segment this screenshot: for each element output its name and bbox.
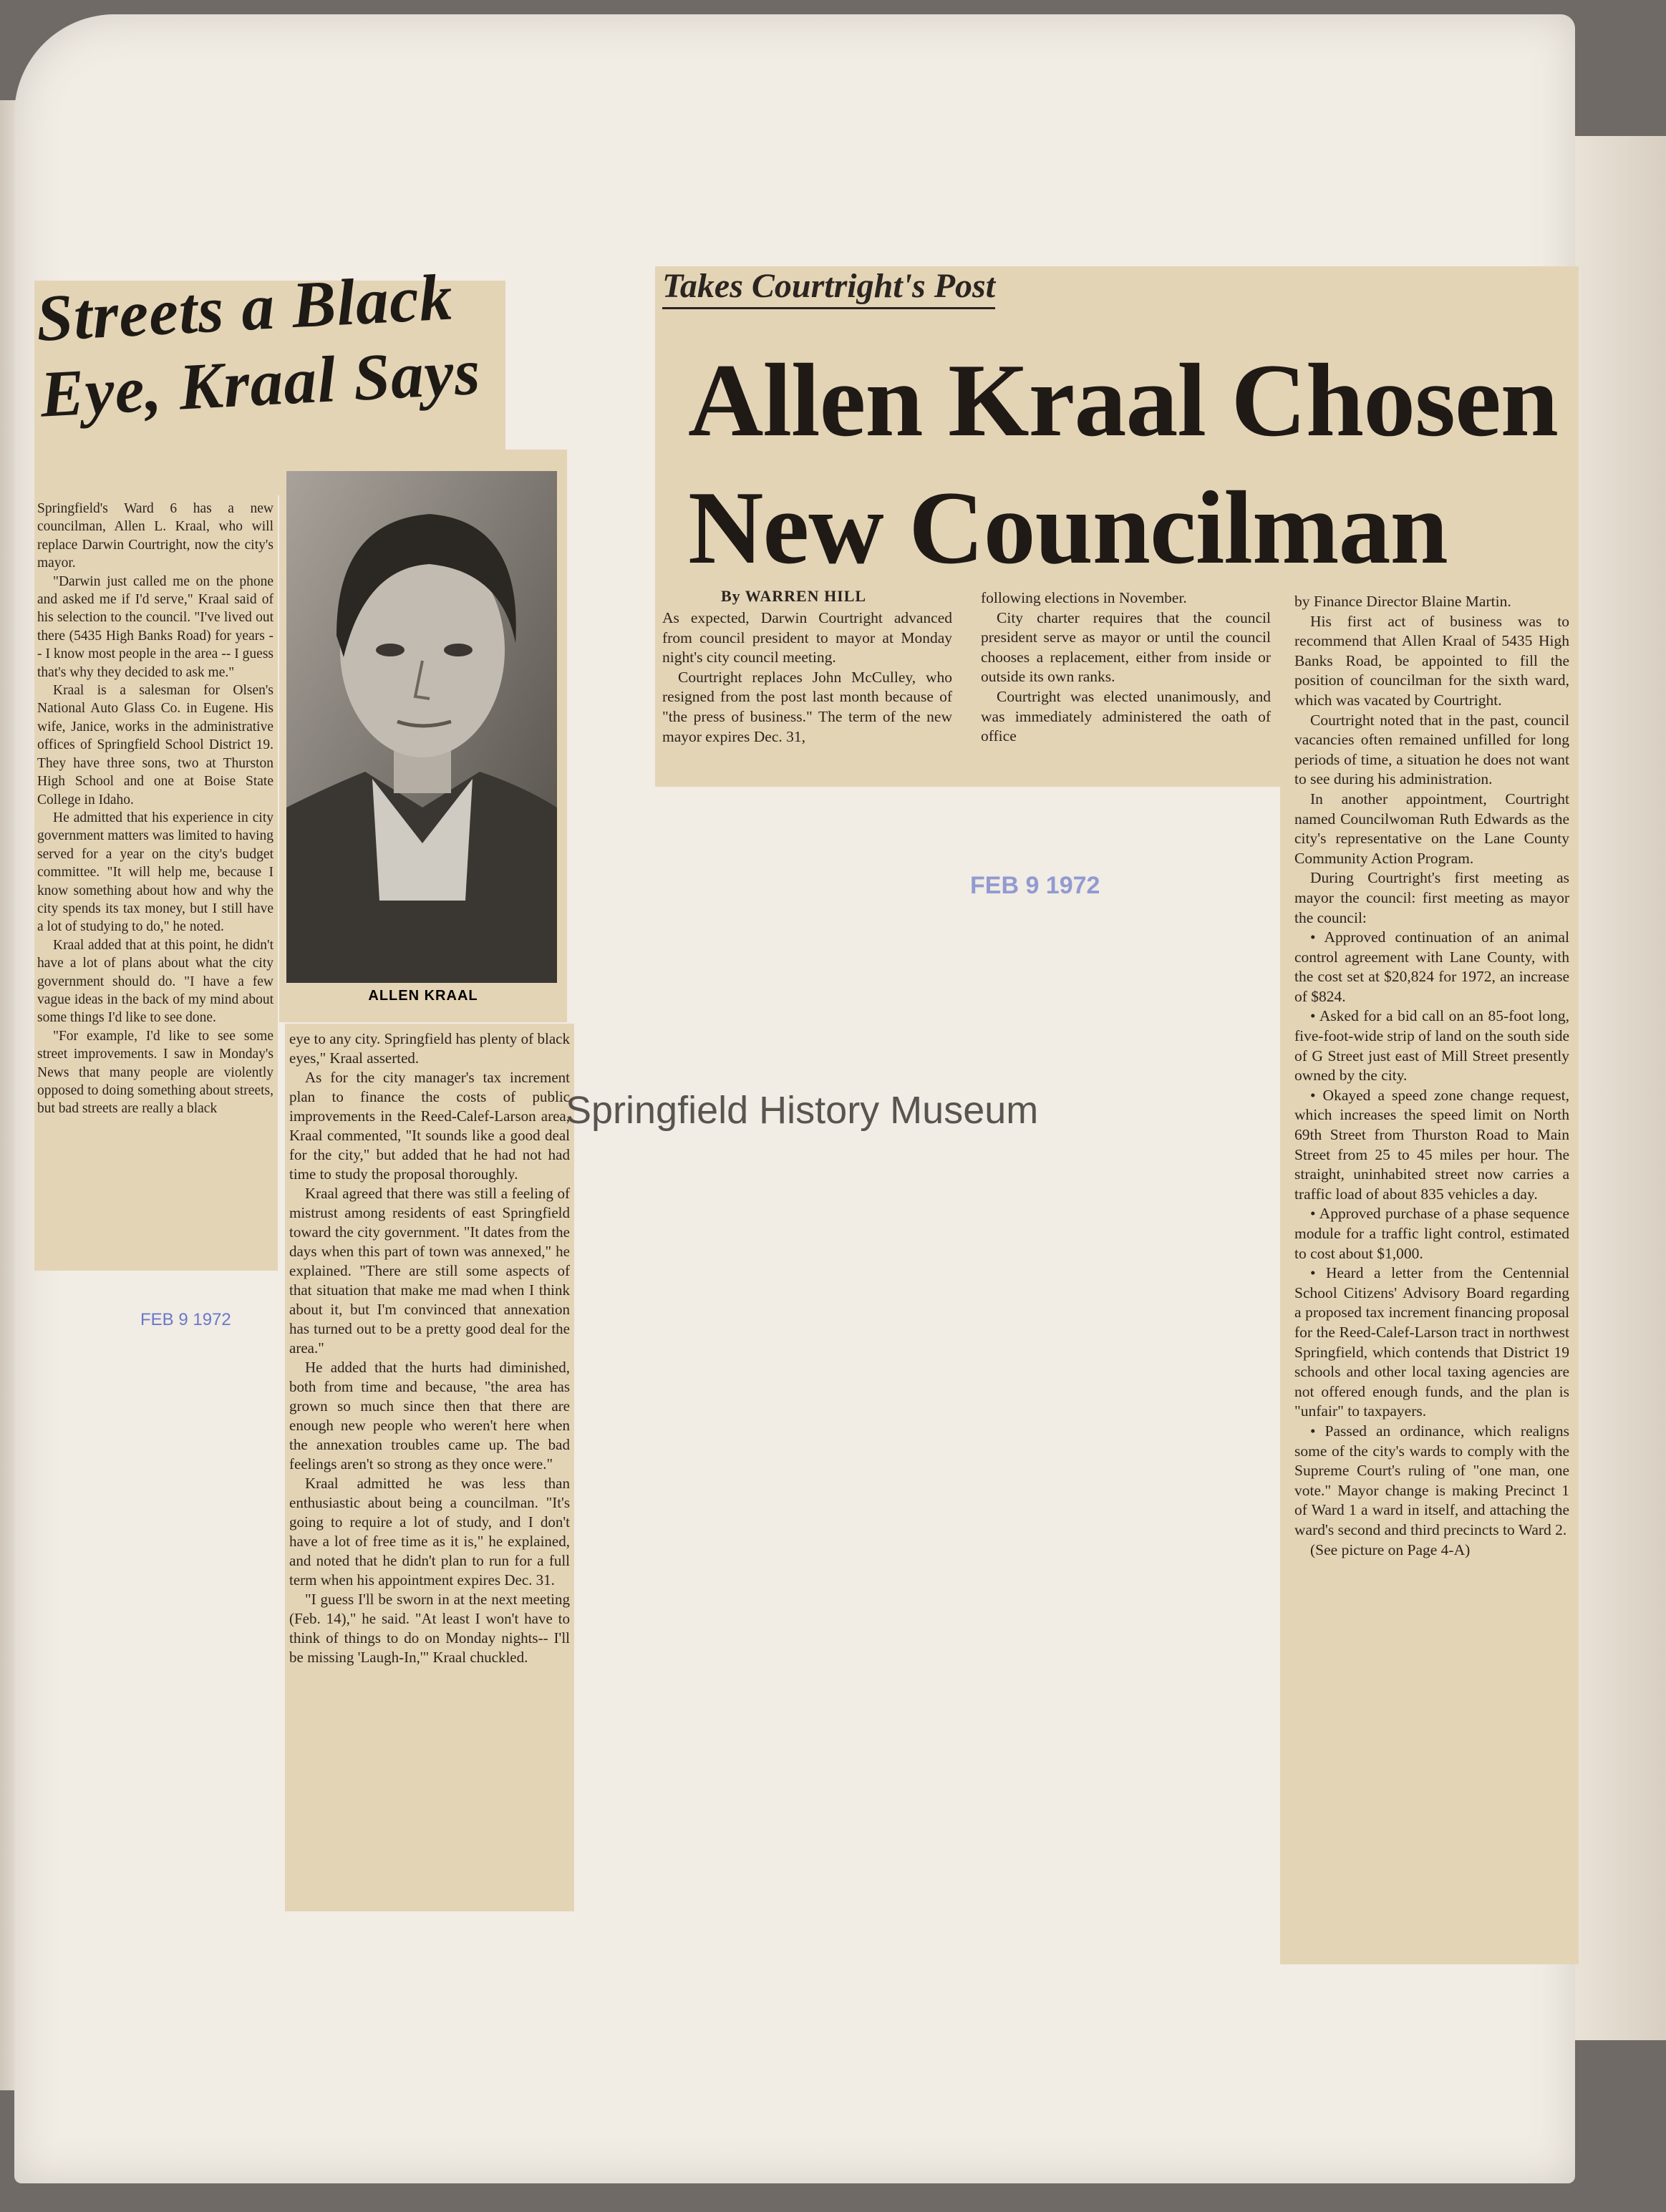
paragraph: by Finance Director Blaine Martin.	[1294, 593, 1511, 610]
paragraph: Kraal is a salesman for Olsen's National Auto Glass Co. in Eugene. His wife, Janice, works in the administrative offices of Springfield School District 19. They have three sons, two at Thurston High School and one at Boise State College in Idaho.	[37, 683, 273, 807]
right-article-text-3	[1294, 592, 1569, 1560]
left-article-column-2	[285, 1024, 574, 1911]
paragraph: "I guess I'll be sworn in at the next meeting (Feb. 14)," he said. "At least I won't have to think of things to do on Monday nights-- I'll be missing 'Laugh-In,'" Kraal chuckled.	[289, 1591, 570, 1666]
paragraph: "For example, I'd like to see some street improvements. I saw in Monday's News that many people are violently opposed to doing something about streets, but bad streets are really a black	[37, 1028, 273, 1117]
portrait-illustration	[286, 471, 557, 983]
paragraph: • Okayed a speed zone change request, which increases the speed limit on North 69th Street from Thurston Road to Main Street from 25 to 45 miles per hour. The straight, uninhabited street now carries a traffic load of about 835 vehicles a day.	[1294, 1086, 1569, 1203]
paragraph: (See picture on Page 4-A)	[1310, 1541, 1471, 1558]
paragraph: Kraal admitted he was less than enthusiastic about being a councilman. "It's going to require a lot of study, and I don't have a lot of free time as it is," he explained, and noted that he didn't plan to run for a full term when his appointment expires Dec. 31.	[289, 1475, 570, 1588]
left-headline: Streets a Black Eye, Kraal Says	[34, 260, 483, 431]
portrait-photo	[286, 471, 557, 983]
left-article-text-1	[37, 500, 273, 1118]
paragraph: Kraal agreed that there was still a feeling of mistrust among residents of east Springfield toward the city government. "It dates from the days when this part of town was annexed," he explained. "There are still some aspects of that situation that make me mad when I think about it, but I'm convinced that annexation has turned out to be a pretty good deal for the area."	[289, 1185, 570, 1357]
headline-line-2: New Councilman	[688, 470, 1448, 586]
right-headline	[688, 336, 1558, 591]
paragraph: Kraal added that at this point, he didn't have a lot of plans about what the city government should do. "I have a few vague ideas in the back of my mind about some things I'd like to see done.	[37, 937, 273, 1026]
paragraph: He admitted that his experience in city government matters was limited to having served for a year on the city's budget committee. "It will help me, because I know something about how and why the city spends its tax money, but I still have a lot of studying to do," he noted.	[37, 810, 273, 935]
paragraph: In another appointment, Courtright named Councilwoman Ruth Edwards as the city's representative on the Lane County Community Action Program.	[1294, 790, 1569, 867]
paragraph: • Asked for a bid call on an 85-foot long, five-foot-wide strip of land on the south side of G Street just east of Mill Street presently owned by the city.	[1294, 1007, 1569, 1085]
paragraph: eye to any city. Springfield has plenty of black eyes," Kraal asserted.	[289, 1030, 570, 1067]
paragraph: His first act of business was to recommend that Allen Kraal of 5435 High Banks Road, be appointed to fill the position of councilman for the sixth ward, which was vacated by Courtright.	[1294, 612, 1569, 709]
paragraph: Courtright noted that in the past, council vacancies often remained unfilled for long periods of time, a situation he does not want to see during his administration.	[1294, 711, 1569, 788]
paragraph: He added that the hurts had diminished, both from time and because, "the area has grown so much since then that there are enough new people who weren't here when the annexation troubles came up. The bad feelings aren't so strong as they once were."	[289, 1359, 570, 1473]
date-stamp-right: FEB 9 1972	[970, 872, 1100, 899]
paragraph: Courtright replaces John McCulley, who resigned from the post last month because of "the press of business." The term of the new mayor expires Dec. 31,	[662, 668, 952, 745]
paragraph: As for the city manager's tax increment plan to finance the costs of public improvements in the Reed-Calef-Larson area, Kraal commented, "It sounds like a good deal for the city," but added that he had not had time to study the proposal thoroughly.	[289, 1069, 570, 1183]
photo-clipping	[279, 450, 567, 1022]
right-article-text-2	[981, 588, 1271, 747]
right-article-text-1	[662, 608, 952, 747]
paragraph: • Heard a letter from the Centennial School Citizens' Advisory Board regarding a proposed tax increment financing proposal for the Reed-Calef-Larson tract in northwest Springfield, which contends that District 19 schools and other local taxing agencies are not offered enough funds, and the plan is "unfair" to taxpayers.	[1294, 1264, 1569, 1420]
byline: By WARREN HILL	[721, 587, 867, 605]
kicker: Takes Courtright's Post	[662, 266, 995, 309]
right-article-column-3	[1280, 589, 1579, 1964]
headline-line-1: Allen Kraal Chosen	[688, 342, 1558, 458]
date-stamp-left: FEB 9 1972	[140, 1310, 231, 1329]
paragraph: Courtright was elected unanimously, and was immediately administered the oath of office	[981, 687, 1271, 745]
left-article-text-2	[289, 1029, 570, 1667]
paragraph: • Passed an ordinance, which realigns some of the city's wards to comply with the Supreme Court's ruling of "one man, one vote." Mayor change is making Precinct 1 of Ward 1 a ward in itself, and attaching the ward's second and third precincts to Ward 2.	[1294, 1422, 1569, 1538]
paragraph: • Approved purchase of a phase sequence module for a traffic light control, estimated to cost about $1,000.	[1294, 1205, 1569, 1262]
paragraph: "Darwin just called me on the phone and asked me if I'd serve," Kraal said of his selection to the council. "I've lived out there (5435 High Banks Road) for years -- I know most people in the area -- I guess that's why they decided to ask me."	[37, 573, 273, 680]
paragraph: City charter requires that the council president serve as mayor or until the council chooses a replacement, either from inside or outside its own ranks.	[981, 608, 1271, 686]
book-page-edges	[1575, 136, 1666, 2040]
paragraph: As expected, Darwin Courtright advanced from council president to mayor at Monday night's city council meeting.	[662, 609, 952, 666]
photo-caption: ALLEN KRAAL	[368, 988, 478, 1004]
paragraph: • Approved continuation of an animal control agreement with Lane County, with the cost set at $20,824 for 1972, an increase of $824.	[1294, 928, 1569, 1005]
paragraph: During Courtright's first meeting as mayor the council: first meeting as mayor the council:	[1294, 869, 1569, 926]
watermark: Springfield History Museum	[566, 1089, 1039, 1132]
paragraph: following elections in November.	[981, 589, 1187, 606]
left-article-column-1	[34, 494, 278, 1271]
paragraph: Springfield's Ward 6 has a new councilman, Allen L. Kraal, who will replace Darwin Courtright, now the city's mayor.	[37, 501, 273, 571]
